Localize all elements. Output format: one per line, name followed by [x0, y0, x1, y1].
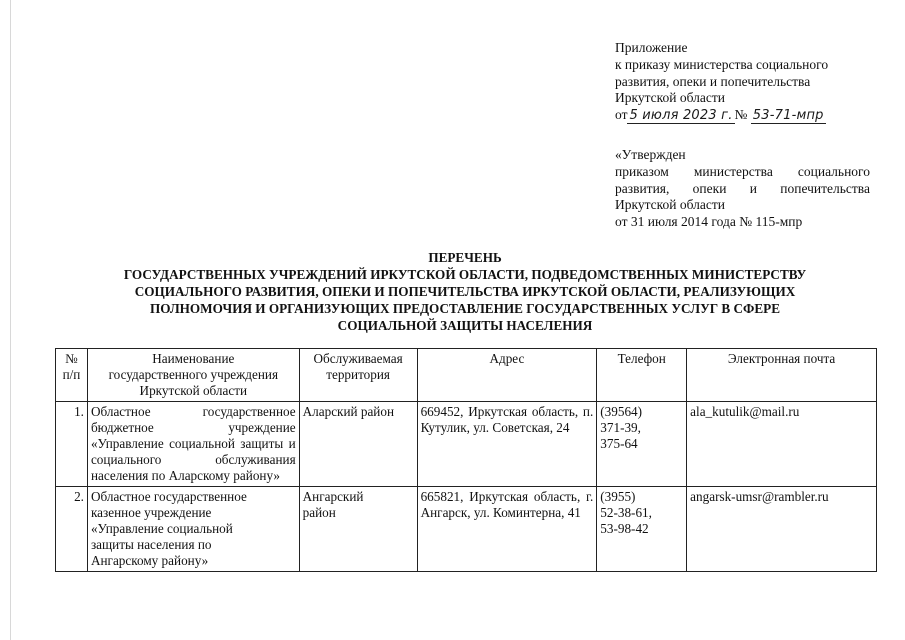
appendix-line-4: Иркутской области: [615, 90, 726, 106]
table-row: [56, 402, 877, 487]
appendix-line-3: развития, опеки и попечительства: [615, 73, 811, 89]
approval-line-5: от 31 июля 2014 года № 115-мпр: [615, 214, 803, 230]
table-header-row: [56, 349, 877, 402]
row-name: Областное государственное казенное учреждение «Управление социальной защиты населения по Ангарскому району»: [87, 487, 299, 572]
row-territory: Аларский район: [299, 402, 417, 487]
appendix-block: [615, 40, 875, 124]
approval-line-4: Иркутской области: [615, 197, 726, 213]
order-date-handwritten: 5 июля 2023 г.: [629, 108, 733, 124]
row-num: 2.: [56, 487, 88, 572]
title-line-3: ПОЛНОМОЧИЯ И ОРГАНИЗУЮЩИХ ПРЕДОСТАВЛЕНИЕ ГОСУДАРСТВЕННЫХ УСЛУГ В СФЕРЕ: [149, 301, 781, 316]
row-address: 669452, Иркутская область, п. Кутулик, ул. Советская, 24: [417, 402, 597, 487]
title-line-1: ГОСУДАРСТВЕННЫХ УЧРЕЖДЕНИЙ ИРКУТСКОЙ ОБЛАСТИ, ПОДВЕДОМСТВЕННЫХ МИНИСТЕРСТВУ: [123, 267, 807, 282]
title-line-2: СОЦИАЛЬНОГО РАЗВИТИЯ, ОПЕКИ И ПОПЕЧИТЕЛЬСТВА ИРКУТСКОЙ ОБЛАСТИ, РЕАЛИЗУЮЩИХ: [134, 284, 796, 299]
page-edge-line: [10, 0, 11, 640]
institutions-table: [55, 348, 877, 572]
approval-line-1: «Утвержден: [615, 147, 686, 162]
title-line-4: СОЦИАЛЬНОЙ ЗАЩИТЫ НАСЕЛЕНИЯ: [337, 318, 593, 333]
row-email: ala_kutulik@mail.ru: [687, 402, 877, 487]
document-title: [50, 249, 880, 334]
approval-block: [615, 147, 870, 231]
row-email: angarsk-umsr@rambler.ru: [687, 487, 877, 572]
appendix-line-1: Приложение: [615, 40, 688, 55]
header-phone: Телефон: [597, 349, 687, 402]
approval-line-3: развития, опеки и попечительства: [615, 180, 870, 196]
header-address: Адрес: [417, 349, 597, 402]
title-heading: ПЕРЕЧЕНЬ: [428, 250, 502, 265]
order-prefix: от: [615, 107, 628, 123]
table-row: [56, 487, 877, 572]
header-num: № п/п: [56, 349, 88, 402]
approval-line-2: приказом министерства социального: [615, 163, 870, 179]
header-territory: Обслуживаемая территория: [299, 349, 417, 402]
row-address: 665821, Иркутская область, г. Ангарск, ул. Коминтерна, 41: [417, 487, 597, 572]
appendix-line-2: к приказу министерства социального: [615, 56, 829, 72]
order-number-handwritten: 53-71-мпр: [752, 108, 824, 124]
row-phone: (39564) 371-39, 375-64: [597, 402, 687, 487]
header-email: Электронная почта: [687, 349, 877, 402]
order-reference: [615, 107, 875, 124]
header-name: Наименование государственного учреждения Иркутской области: [87, 349, 299, 402]
row-num: 1.: [56, 402, 88, 487]
row-phone: (3955) 52-38-61, 53-98-42: [597, 487, 687, 572]
row-territory: Ангарский район: [299, 487, 417, 572]
order-number-label: №: [734, 107, 748, 123]
row-name: Областное государственное бюджетное учреждение «Управление социальной защиты и социального обслуживания населения по Аларскому району»: [87, 402, 299, 487]
